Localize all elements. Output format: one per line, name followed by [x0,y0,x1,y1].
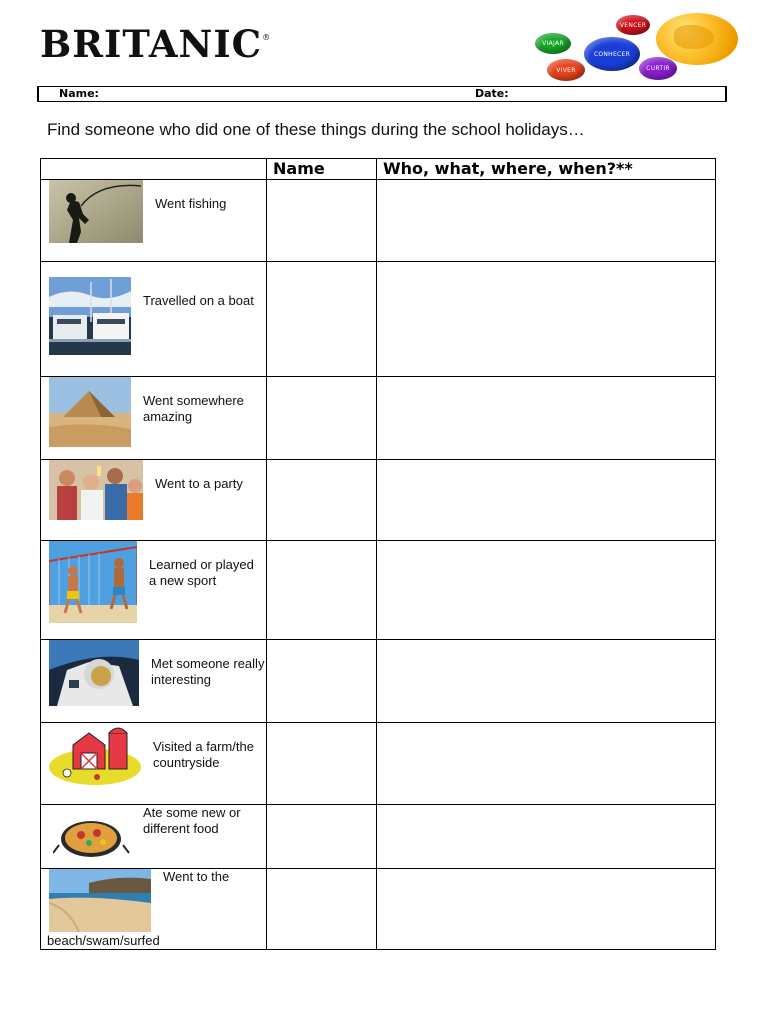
bubble-curtir: CURTIR [639,57,677,80]
activity-cell [41,377,267,460]
volleyball-photo [49,541,137,623]
table-row [41,377,716,460]
table-row [41,541,716,640]
fishing-photo [49,180,143,243]
activity-label-bottom: beach/swam/surfed [47,933,160,948]
table-row [41,262,716,377]
details-cell[interactable] [377,262,716,377]
farm-clipart [47,723,143,789]
logo-text: BRITANIC [40,22,263,66]
registered-mark: ® [262,33,272,42]
activity-cell [41,640,267,723]
logo-bubbles [528,10,743,88]
details-cell[interactable] [377,180,716,262]
activity-cell [41,805,267,869]
name-cell[interactable] [267,805,377,869]
table-row [41,640,716,723]
table-row [41,805,716,869]
activity-cell [41,541,267,640]
table-header-row [41,159,716,180]
paella-photo [53,809,131,865]
bubble-viver: VIVER [547,59,585,81]
details-cell[interactable] [377,377,716,460]
name-label: Name: [59,87,99,100]
activity-label: Learned or played a new sport [149,557,254,588]
table-row [41,460,716,541]
table-row [41,180,716,262]
britanic-logo [40,22,272,66]
activity-cell [41,180,267,262]
boat-photo [49,277,131,355]
name-cell[interactable] [267,180,377,262]
activity-cell [41,460,267,541]
pyramid-photo [49,377,131,447]
beach-photo [49,869,151,932]
activity-cell [41,723,267,805]
activity-label: Went somewhere amazing [143,393,244,424]
table-row [41,723,716,805]
astronaut-photo [49,640,139,706]
header-details: Who, what, where, when?** [377,159,716,180]
header-name: Name [267,159,377,180]
details-cell[interactable] [377,541,716,640]
details-cell[interactable] [377,869,716,950]
name-cell[interactable] [267,640,377,723]
activity-table [40,158,716,950]
table-row [41,869,716,950]
bubble-viajar: VIAJAR [535,33,571,54]
activity-cell [41,869,267,950]
activity-label: Met someone really interesting [151,656,265,687]
details-cell[interactable] [377,723,716,805]
activity-label: Went to a party [155,476,243,491]
details-cell[interactable] [377,640,716,723]
globe-icon [656,13,738,65]
details-cell[interactable] [377,460,716,541]
activity-label-top: Went to the [163,869,230,884]
name-cell[interactable] [267,262,377,377]
activity-label: Visited a farm/the countryside [153,739,254,770]
activity-label: Went fishing [155,196,227,211]
bubble-vencer: VENCER [616,15,650,35]
bubble-conhecer: CONHECER [584,37,640,71]
header-activity [41,159,267,180]
name-date-bar [37,86,727,102]
activity-label: Ate some new or different food [143,805,241,836]
name-cell[interactable] [267,460,377,541]
activity-cell [41,262,267,377]
name-cell[interactable] [267,869,377,950]
name-cell[interactable] [267,377,377,460]
name-cell[interactable] [267,723,377,805]
instruction-text: Find someone who did one of these things during the school holidays… [47,120,585,139]
activity-label: Travelled on a boat [143,293,254,308]
name-cell[interactable] [267,541,377,640]
details-cell[interactable] [377,805,716,869]
party-photo [49,460,143,520]
date-label: Date: [475,87,509,100]
